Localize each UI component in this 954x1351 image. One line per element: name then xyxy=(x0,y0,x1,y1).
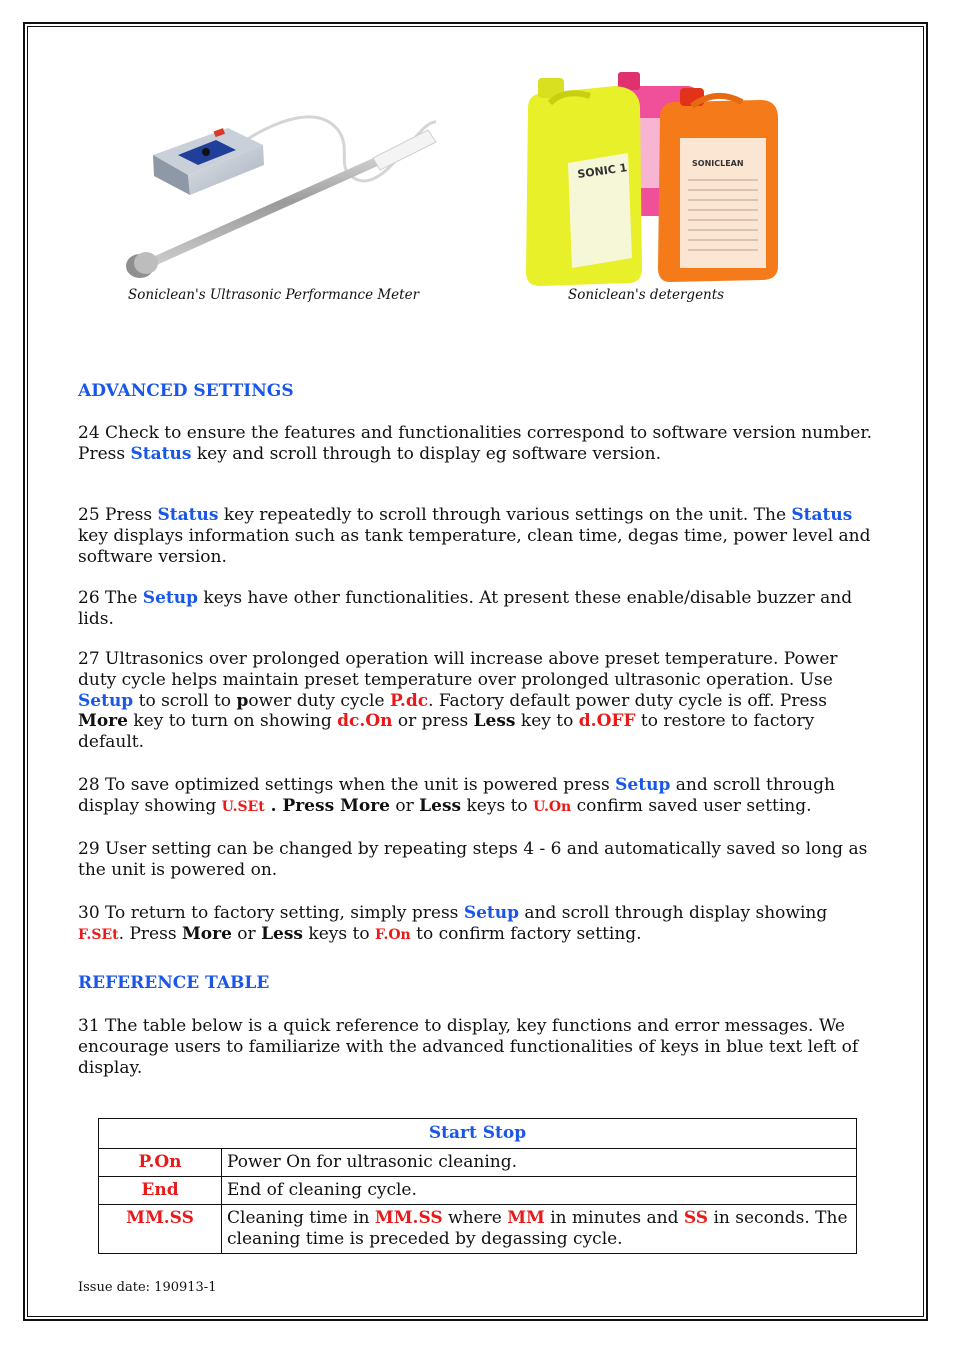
display-mmss: MM.SS xyxy=(374,1208,443,1228)
table-desc-cell: End of cleaning cycle. xyxy=(222,1177,857,1205)
detergents-image xyxy=(520,68,782,290)
setup-key-label: Setup xyxy=(78,690,134,711)
p30-text-5: keys to xyxy=(302,923,375,944)
desc-text: where xyxy=(442,1208,508,1228)
less-key-label: Less xyxy=(419,795,462,816)
p25-text-3: key displays information such as tank temperature, clean time, degas time, power level and software version. xyxy=(78,525,871,567)
p30-text-4: or xyxy=(231,923,262,944)
setup-key-label: Setup xyxy=(463,903,520,923)
more-key-label: More xyxy=(78,711,128,732)
display-pdc: P.dc xyxy=(389,690,429,711)
p26-text: 26 The xyxy=(78,588,143,608)
p28-text-6: confirm saved user setting. xyxy=(571,795,812,816)
issue-date: Issue date: 190913-1 xyxy=(78,1280,217,1295)
paragraph-26 xyxy=(78,588,878,630)
p31-text: 31 The table below is a quick reference to display, key functions and error messages. We encourage users to familiarize with the advanced functionalities of keys in blue text left of display. xyxy=(78,1016,859,1078)
meter-caption: Soniclean's Ultrasonic Performance Meter xyxy=(128,287,420,303)
reference-table xyxy=(98,1118,857,1254)
paragraph-31 xyxy=(78,1016,878,1078)
p24-text-3: key and scroll through to display eg software version. xyxy=(191,443,661,464)
p28-text-3: . Press xyxy=(264,795,341,816)
paragraph-24 xyxy=(78,423,878,465)
table-row xyxy=(99,1205,857,1254)
less-key-label: Less xyxy=(261,923,303,944)
table-header-row xyxy=(99,1119,857,1149)
detergents-caption: Soniclean's detergents xyxy=(568,287,725,303)
bottle-label-sonic1: SONIC 1 xyxy=(576,161,629,181)
setup-key-label: Setup xyxy=(615,775,671,795)
less-key-label: Less xyxy=(473,711,516,732)
p28-text-5: keys to xyxy=(461,795,534,816)
desc-text: in seconds. The cleaning time is preceded by degassing cycle. xyxy=(227,1208,848,1249)
p28-text: 28 To save optimized settings when the unit is powered press xyxy=(78,775,616,795)
p30-text-2: and scroll through display showing xyxy=(519,903,828,923)
paragraph-29 xyxy=(78,839,878,881)
display-ss: SS xyxy=(683,1208,709,1228)
p27-text-6: or press xyxy=(392,711,474,732)
display-dc-on: dc.On xyxy=(337,711,393,732)
table-desc-cell xyxy=(222,1205,857,1254)
p27-text-5: key to turn on showing xyxy=(127,711,338,732)
more-key-label: More xyxy=(181,923,232,944)
display-u-set: U.SEt xyxy=(221,798,265,815)
p27-bold-p: p xyxy=(236,690,249,711)
p24-text-2: Press xyxy=(78,443,131,464)
paragraph-28 xyxy=(78,775,878,818)
p25-text-2: key repeatedly to scroll through various settings on the unit. The xyxy=(218,505,792,525)
performance-meter-image xyxy=(118,110,448,290)
p27-text-7: key to xyxy=(515,711,579,732)
p26-text-2: keys have other functionalities. At present these enable/disable buzzer and lids. xyxy=(78,588,853,629)
paragraph-27 xyxy=(78,649,878,753)
p27-text-8: to restore to factory default. xyxy=(78,711,815,753)
bottle-label-soniclean: SONICLEAN xyxy=(692,159,744,168)
p29-text: 29 User setting can be changed by repeating steps 4 - 6 and automatically saved so long as the unit is powered on. xyxy=(78,839,868,880)
p28-text-4: or xyxy=(390,795,420,816)
table-desc-cell: Power On for ultrasonic cleaning. xyxy=(222,1149,857,1177)
display-mm: MM xyxy=(507,1208,545,1228)
p27-text-4: . Factory default power duty cycle is off. Press xyxy=(428,690,828,711)
table-key-cell: End xyxy=(99,1177,222,1205)
table-key-cell: MM.SS xyxy=(99,1205,222,1254)
display-u-on: U.On xyxy=(533,798,572,815)
paragraph-30 xyxy=(78,903,878,946)
p28-text-2: and scroll through display showing xyxy=(78,775,835,816)
status-key-label: Status xyxy=(791,505,853,525)
p25-text: 25 Press xyxy=(78,505,158,525)
status-key-label: Status xyxy=(157,505,219,525)
table-key-cell: P.On xyxy=(99,1149,222,1177)
advanced-settings-heading: ADVANCED SETTINGS xyxy=(78,381,294,401)
display-d-off: d.OFF xyxy=(578,711,636,732)
setup-key-label: Setup xyxy=(142,588,198,608)
table-header-start-stop: Start Stop xyxy=(99,1119,857,1149)
more-key-label: More xyxy=(340,795,390,816)
p27-text: 27 Ultrasonics over prolonged operation will increase above preset temperature. Power duty cycle helps maintain preset temperature over prolonged ultrasonic operation. Use xyxy=(78,649,838,690)
display-f-set: F.SEt xyxy=(78,926,119,943)
p30-text: 30 To return to factory setting, simply press xyxy=(78,903,464,923)
desc-text: Cleaning time in xyxy=(227,1208,375,1228)
desc-text: in minutes and xyxy=(544,1208,684,1228)
display-f-on: F.On xyxy=(374,926,411,943)
p30-text-6: to confirm factory setting. xyxy=(410,923,642,944)
p27-text-2: to scroll to xyxy=(133,690,237,711)
p30-text-3: . Press xyxy=(118,923,182,944)
p27-text-3: ower duty cycle xyxy=(248,690,390,711)
paragraph-25 xyxy=(78,505,878,567)
reference-table-heading: REFERENCE TABLE xyxy=(78,973,270,993)
status-key-label: Status xyxy=(130,443,192,464)
p24-text: 24 Check to ensure the features and functionalities correspond to software version number. xyxy=(78,423,872,443)
table-row xyxy=(99,1177,857,1205)
table-row xyxy=(99,1149,857,1177)
